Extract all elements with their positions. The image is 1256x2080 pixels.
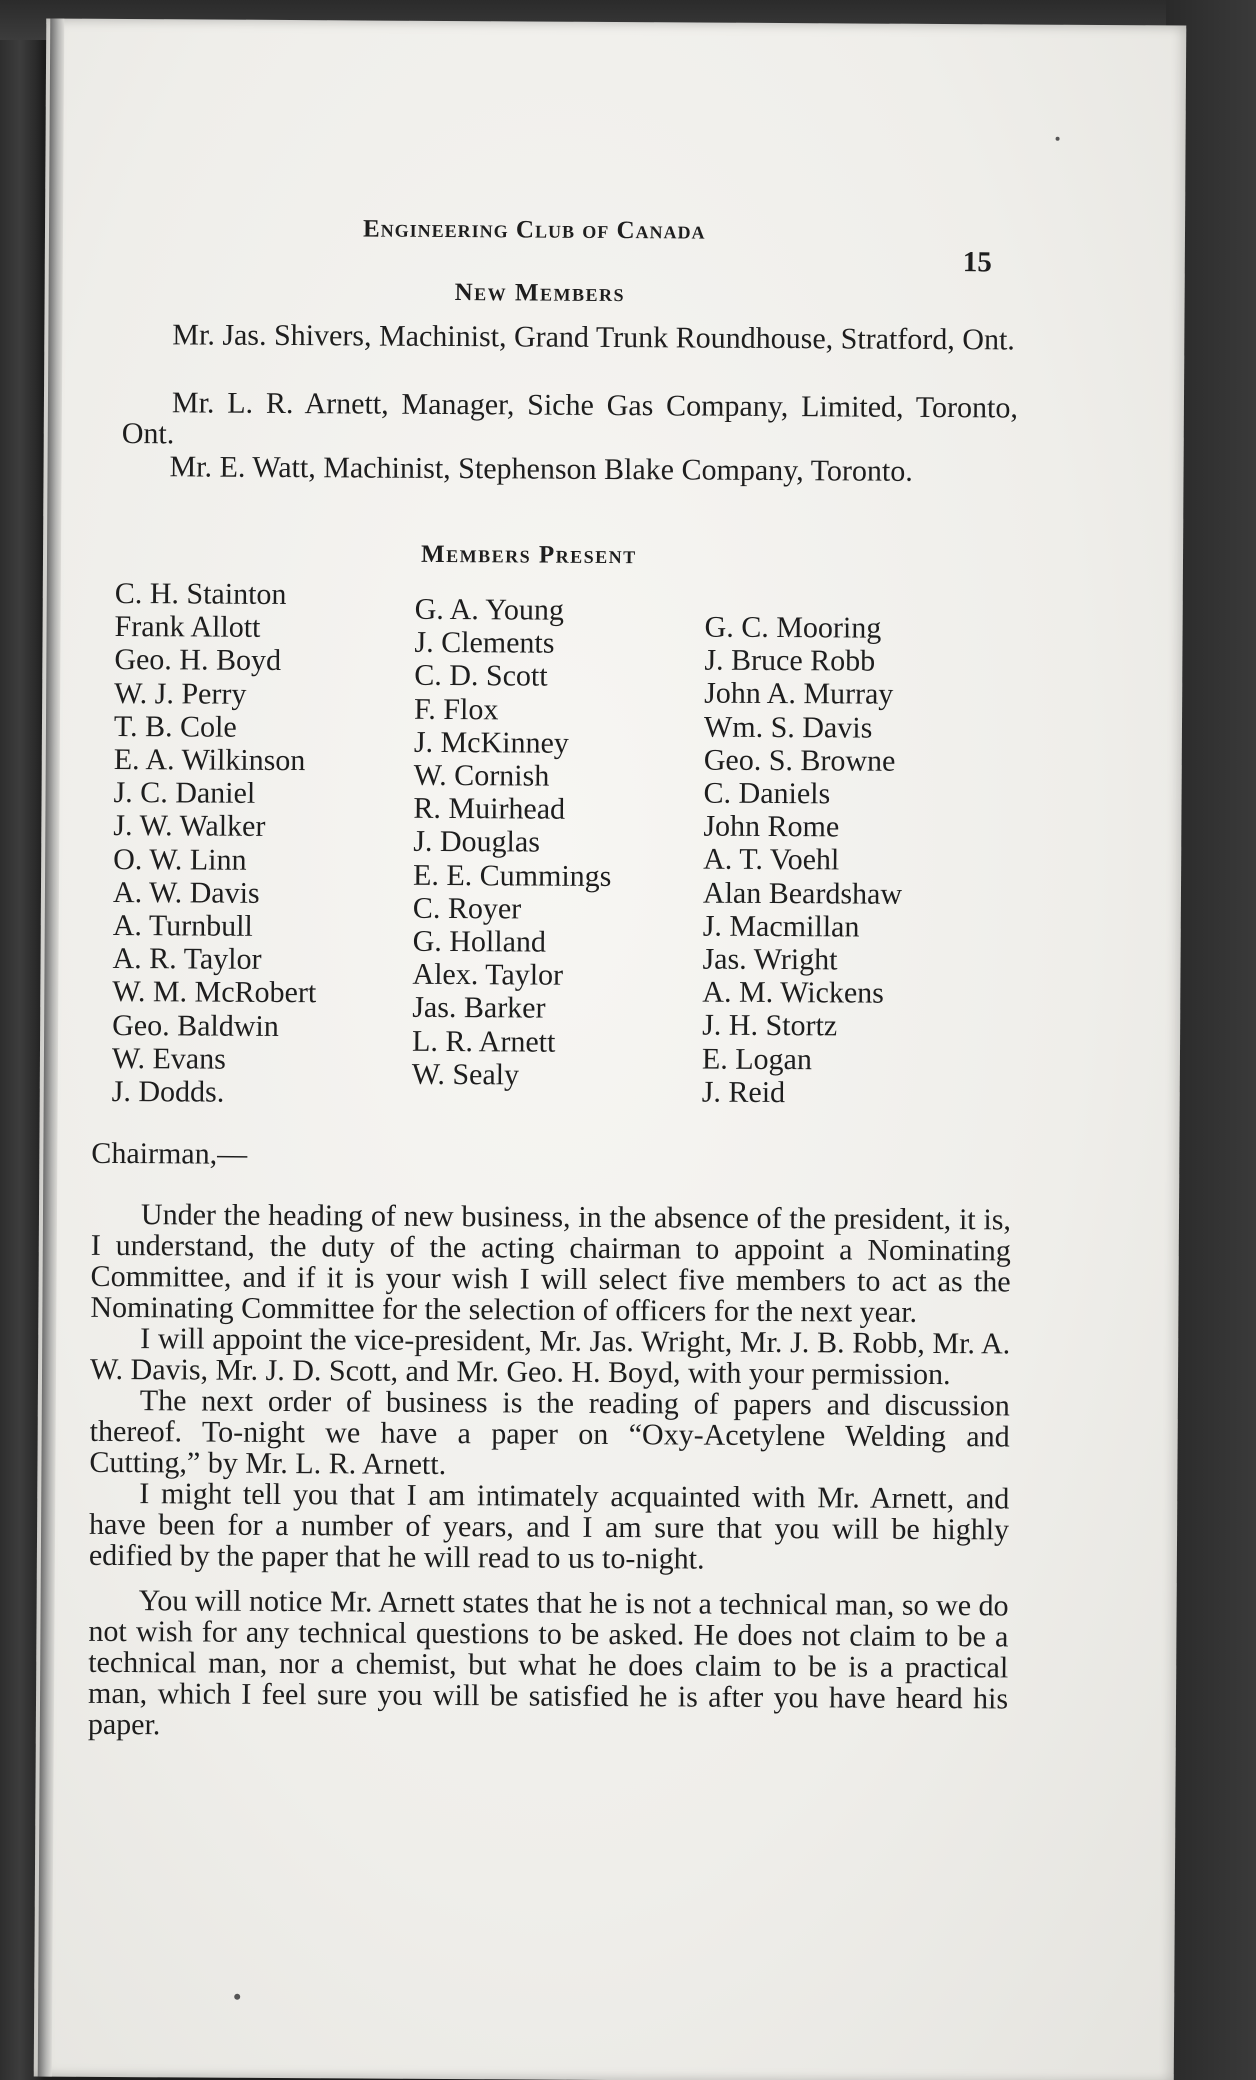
member-name: J. Bruce Robb [704, 643, 876, 678]
member-name: Jas. Barker [412, 991, 546, 1026]
member-name: C. H. Stainton [114, 576, 287, 612]
speech-text: You will notice Mr. Arnett states that he is not a technical man, so we do not wish for any technical questions to be asked. He does not claim to be a technical man, nor a chemist, but what he does claim to be is a practical man, which I feel sure you will be satisfied he is after you have heard his paper. [87, 1584, 1009, 1742]
member-name: G. A. Young [414, 592, 565, 627]
scan-speck [1056, 137, 1060, 141]
running-head: Engineering Club of Canada [362, 215, 706, 245]
members-column-1 [112, 577, 319, 1109]
member-name: Alan Beardshaw [702, 876, 903, 911]
member-name: E. A. Wilkinson [113, 742, 306, 778]
member-name: J. Clements [414, 626, 555, 660]
member-name: A. Turnbull [112, 908, 253, 943]
member-name: J. Macmillan [702, 909, 860, 944]
member-name: E. E. Cummings [412, 858, 612, 893]
member-name: J. H. Stortz [702, 1009, 838, 1043]
member-name: J. Reid [701, 1075, 786, 1109]
new-member-entry [122, 387, 1018, 454]
member-name: G. Holland [412, 924, 547, 959]
member-name: J. C. Daniel [113, 776, 256, 811]
member-name: C. Daniels [703, 776, 831, 811]
member-name: T. B. Cole [113, 709, 237, 744]
member-name: E. Logan [701, 1042, 813, 1076]
member-name: C. D. Scott [414, 659, 548, 694]
member-name: G. C. Mooring [704, 610, 882, 645]
member-name: W. M. McRobert [112, 975, 317, 1010]
speech-salutation: Chairman,— [91, 1136, 248, 1171]
new-members-heading: New Members [454, 279, 626, 308]
member-name: A. M. Wickens [702, 975, 885, 1010]
member-name: O. W. Linn [113, 842, 247, 877]
member-name: W. Cornish [413, 758, 550, 793]
member-name: F. Flox [413, 692, 499, 726]
member-name: Geo. H. Boyd [114, 643, 282, 678]
members-column-2 [412, 593, 613, 1092]
member-name: C. Royer [412, 891, 522, 926]
speech-text: I might tell you that I am intimately acquainted with Mr. Arnett, and have been for a number of years, and I am sure that you will be highly edified by the paper that he will read to us to-night. [88, 1477, 1010, 1576]
member-name: A. R. Taylor [112, 942, 262, 977]
member-name: Frank Allott [114, 610, 261, 645]
member-name: W. Evans [111, 1041, 226, 1076]
member-name: J. Dodds. [111, 1075, 225, 1109]
member-name: John A. Murray [704, 676, 894, 712]
page-number: 15 [962, 246, 992, 279]
speech-paragraph [89, 1385, 1010, 1484]
new-member-text: Mr. E. Watt, Machinist, Stephenson Blake Company, Toronto. [169, 450, 913, 488]
member-name: Geo. S. Browne [703, 743, 896, 778]
new-member-entry [119, 451, 1017, 487]
member-name: R. Muirhead [413, 792, 566, 826]
speech-paragraph [90, 1199, 1011, 1329]
member-name: Geo. Baldwin [112, 1008, 279, 1043]
member-name: W. J. Perry [114, 676, 247, 711]
member-name: John Rome [703, 809, 840, 844]
members-present-heading: Members Present [420, 540, 637, 570]
member-name: W. Sealy [411, 1057, 520, 1092]
member-name: A. W. Davis [112, 875, 260, 910]
member-name: Wm. S. Davis [703, 710, 873, 745]
speech-paragraph [88, 1585, 1009, 1746]
member-name: J. Douglas [413, 825, 541, 859]
scan-speck [234, 1994, 240, 2000]
book-page [34, 19, 1187, 2080]
speech-paragraph [89, 1478, 1010, 1577]
speech-text: The next order of business is the reading of papers and discussion thereof. To-night we have a paper on “Oxy-Acetylene Welding and Cutting,” by Mr. L. R. Arnett. [89, 1384, 1010, 1482]
member-name: Alex. Taylor [412, 958, 564, 992]
member-name: J. W. Walker [113, 809, 266, 844]
member-name: Jas. Wright [702, 942, 838, 977]
new-member-text: Mr. Jas. Shivers, Machinist, Grand Trunk Roundhouse, Stratford, Ont. [172, 318, 1015, 357]
speech-text: Under the heading of new business, in the absence of the president, it is, I understand, the duty of the acting chairman to appoint a Nominating Committee, and if it is your wish I will select five members to act as the Nominating Committee for the selection of officers for the next year. [90, 1198, 1012, 1329]
new-member-text: Mr. L. R. Arnett, Manager, Siche Gas Company, Limited, Toronto, Ont. [121, 386, 1019, 451]
page-binding-edge [38, 19, 65, 2077]
member-name: L. R. Arnett [411, 1024, 556, 1059]
members-column-3 [702, 611, 904, 1110]
member-name: J. McKinney [413, 725, 569, 760]
speech-text: I will appoint the vice-president, Mr. Jas. Wright, Mr. J. B. Robb, Mr. A. W. Davis, Mr. J. D. Scott, and Mr. Geo. H. Boyd, with your permission. [89, 1322, 1011, 1392]
chairman-speech [88, 1199, 1011, 1746]
new-member-entry [122, 319, 1018, 355]
speech-paragraph [90, 1323, 1010, 1391]
member-name: A. T. Voehl [703, 842, 840, 877]
